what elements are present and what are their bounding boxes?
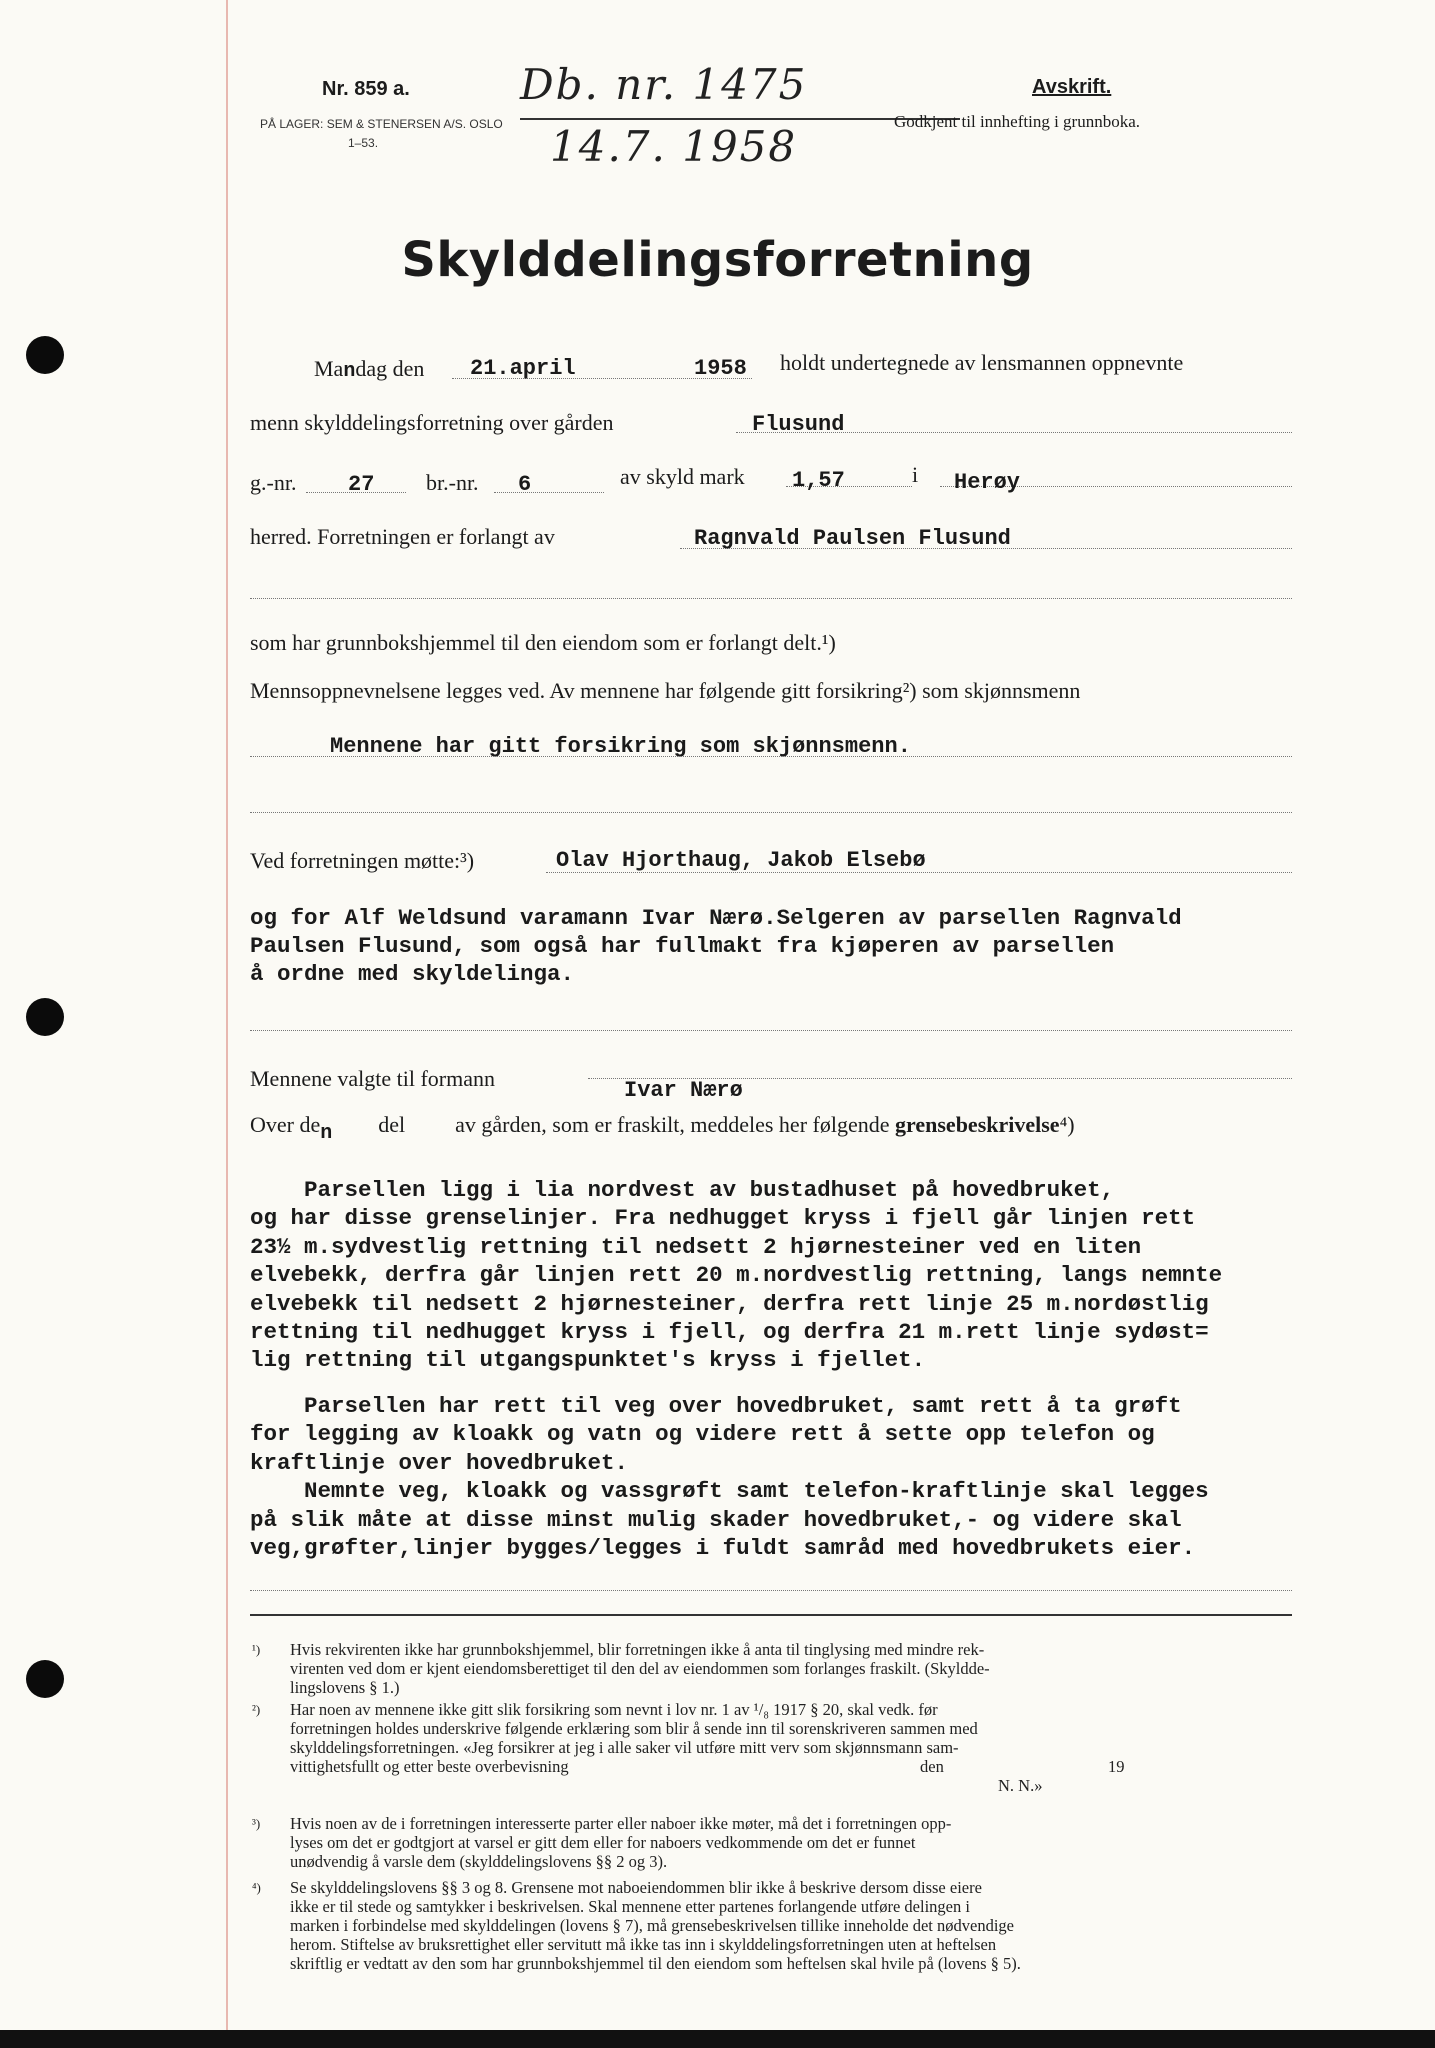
farm-name: Flusund xyxy=(752,412,845,437)
text-line: Paulsen Flusund, som også har fullmakt fra kjøperen av parsellen xyxy=(250,933,1115,959)
text-line: og for Alf Weldsund varamann Ivar Nærø.Selgeren av parsellen Ragnvald xyxy=(250,905,1182,931)
document-title: Skylddelingsforretning xyxy=(401,232,1034,288)
in-label: i xyxy=(912,462,919,487)
footnote-line: skylddelingsforretningen. «Jeg forsikrer at jeg i alle saker vil utføre mitt verv som skjønnsmann sam- xyxy=(290,1738,959,1757)
boundary-description xyxy=(250,1176,1222,1375)
text-line: på slik måte at disse minst mulig skader hovedbruket,- og videre skal xyxy=(250,1506,1182,1533)
chairman-name: Ivar Nærø xyxy=(624,1078,743,1103)
footnote-rule xyxy=(250,1614,1292,1616)
footnote-line: Se skylddelingslovens §§ 3 og 8. Grensene mot naboeiendommen blir ikke å beskrive dersom disse eiere xyxy=(290,1878,982,1897)
punch-hole xyxy=(26,336,64,374)
text-line: Parsellen har rett til veg over hovedbruket, samt rett å ta grøft xyxy=(250,1393,1182,1419)
weekday-line: Mandag den xyxy=(314,356,425,383)
chairman-label: Mennene valgte til formann xyxy=(250,1066,495,1091)
footnote-line: lyses om det er godtgjort at varsel er gitt dem eller for naboers vedkommende om det er funnet xyxy=(290,1833,916,1852)
meeting-text: holdt undertegnede av lensmannen oppnevnte xyxy=(780,350,1184,375)
skyld-label: av skyld mark xyxy=(620,464,745,489)
punch-hole xyxy=(26,1660,64,1698)
footnote-line: ikke er til stede og samtykker i beskrivelsen. Skal mennene etter partenes forlangende utføre delingen i xyxy=(290,1897,970,1916)
text-line: og har disse grenselinjer. Fra nedhugget kryss i fjell går linjen rett xyxy=(250,1205,1196,1232)
farm-label: menn skylddelingsforretning over gården xyxy=(250,410,614,435)
text-line: elvebekk, derfra går linjen rett 20 m.nordvestlig rettning, langs nemnte xyxy=(250,1262,1223,1289)
bnr-value: 6 xyxy=(518,472,532,497)
text-line: elvebekk til nedsett 2 hjørnesteiner, derfra rett linje 25 m.nordøstlig xyxy=(250,1290,1209,1317)
footnote-line: Hvis noen av de i forretningen interesserte parter eller naboer ikke møter, må det i forretningen opp- xyxy=(290,1814,952,1833)
copy-label: Avskrift. xyxy=(1032,76,1112,98)
margin-line xyxy=(226,0,228,2048)
meeting-date: 21.april xyxy=(470,356,576,381)
footnote-line: vittighetsfullt og etter beste overbevisning xyxy=(290,1757,569,1776)
footnote-line: herom. Stiftelse av bruksrettighet eller servitutt må ikke tas inn i skylddelingsforretningen uten at heftelsen xyxy=(290,1935,997,1954)
footnote-line: virenten ved dom er kjent eiendomsberettiget til den del av eiendommen som forlanges fraskilt. (Skyldde- xyxy=(290,1659,990,1678)
text-line: Parsellen ligg i lia nordvest av bustadhuset på hovedbruket, xyxy=(250,1177,1115,1203)
present-fill: Olav Hjorthaug, Jakob Elsebø xyxy=(556,848,926,873)
bnr-label: br.-nr. xyxy=(426,470,479,495)
requested-label: herred. Forretningen er forlangt av xyxy=(250,524,555,549)
text-line: 23½ m.sydvestlig rettning til nedsett 2 hjørnesteiner ved en liten xyxy=(250,1233,1142,1260)
present-text xyxy=(250,904,1182,988)
footnote-line: skriftlig er vedtatt av den som har grunnbokshjemmel til den eiendom som heftelsen skal hvile på (lovens § 5). xyxy=(290,1954,1021,1973)
text-line: rettning til nedhugget kryss i fjell, og derfra 21 m.rett linje sydøst= xyxy=(250,1319,1209,1346)
appointment-line: Mennsoppnevnelsene legges ved. Av mennene har følgende gitt forsikring²) som skjønnsmenn xyxy=(250,678,1081,703)
text-line: lig rettning til utgangspunktet's kryss i fjellet. xyxy=(250,1347,926,1374)
text-line: for legging av kloakk og vatn og videre rett å sette opp telefon og xyxy=(250,1421,1155,1448)
text-line: å ordne med skyldelinga. xyxy=(250,961,575,987)
footnote-line: forretningen holdes underskrive følgende erklæring som blir å sende inn til sorenskriveren sammen med xyxy=(290,1719,978,1738)
text-line: Nemnte veg, kloakk og vassgrøft samt telefon-kraftlinje skal legges xyxy=(250,1478,1209,1505)
gnr-value: 27 xyxy=(348,472,375,497)
registration-number: Db. nr. 1475 xyxy=(520,60,808,109)
requested-by: Ragnvald Paulsen Flusund xyxy=(694,526,1011,551)
form-number: Nr. 859 a. xyxy=(322,78,410,100)
den-label: den xyxy=(920,1757,944,1776)
boundary-intro: Over den del av gården, som er fraskilt, meddeles her følgende grensebeskrivelse⁴) xyxy=(250,1112,1075,1145)
footnote-line: Har noen av mennene ikke gitt slik forsikring som nevnt i lov nr. 1 av ¹/₈ 1917 § 20, skal vedk. før xyxy=(290,1700,938,1719)
footnote-line: lingslovens § 1.) xyxy=(290,1678,400,1697)
assurance-fill: Mennene har gitt forsikring som skjønnsmenn. xyxy=(330,734,911,759)
signature-placeholder: N. N.» xyxy=(998,1776,1043,1795)
approval-note: Godkjent til innhefting i grunnboka. xyxy=(894,112,1140,131)
footnote-line: marken i forbindelse med skylddelingen (lovens § 7), må grensebeskrivelsen tillike inneholde det nødvendige xyxy=(290,1916,1014,1935)
grunnbok-line: som har grunnbokshjemmel til den eiendom som er forlangt delt.¹) xyxy=(250,630,836,655)
gnr-label: g.-nr. xyxy=(250,470,297,495)
skyld-value: 1,57 xyxy=(792,468,845,493)
rights-text xyxy=(250,1392,1209,1562)
meeting-year: 1958 xyxy=(694,356,747,381)
text-line: veg,grøfter,linjer bygges/legges i fuldt samråd med hovedbrukets eier. xyxy=(250,1535,1196,1562)
scan-edge xyxy=(0,2030,1435,2048)
footnote-line: unødvendig å varsle dem (skylddelingslovens §§ 2 og 3). xyxy=(290,1852,668,1871)
edition-line: 1–53. xyxy=(348,136,379,150)
registration-date: 14.7. 1958 xyxy=(550,122,798,171)
footnote-line: Hvis rekvirenten ikke har grunnbokshjemmel, blir forretningen ikke å anta til tinglysing med mindre rek- xyxy=(290,1640,985,1659)
punch-hole xyxy=(26,998,64,1036)
year-label: 19 xyxy=(1108,1757,1125,1776)
present-label: Ved forretningen møtte:³) xyxy=(250,848,475,873)
municipality: Herøy xyxy=(954,470,1021,495)
publisher-line: PÅ LAGER: SEM & STENERSEN A/S. OSLO xyxy=(260,117,503,131)
text-line: kraftlinje over hovedbruket. xyxy=(250,1449,629,1476)
